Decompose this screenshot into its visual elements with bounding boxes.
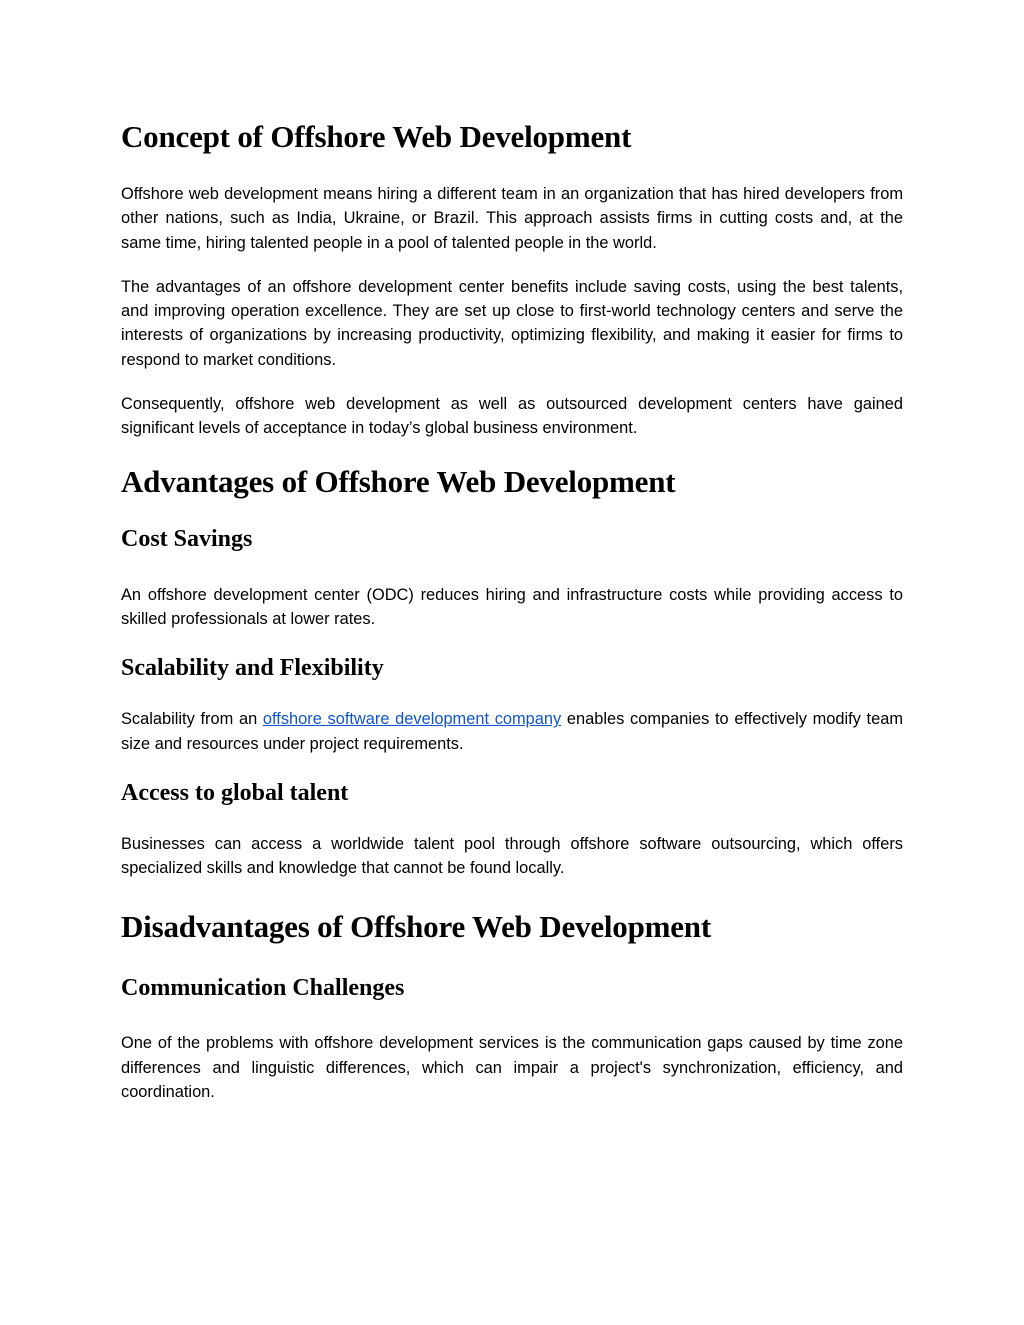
global-talent-paragraph: Businesses can access a worldwide talent pool through offshore software outsourcing, which offers specialized skills and knowledge that cannot be found locally. [121,834,903,878]
concept-paragraph-2: The advantages of an offshore development center benefits include saving costs, using the best talents, and improving operation excellence. They are set up close to first-world technology centers and serve the interests of organizations by increasing productivity, optimizing flexibility, and making it easier for firms to respond to market conditions. [121,277,903,369]
cost-savings-heading: Cost Savings [121,525,253,552]
concept-paragraph-1: Offshore web development means hiring a different team in an organization that has hired developers from other nations, such as India, Ukraine, or Brazil. This approach assists firms in cutting costs and, at the same time, hiring talented people in a pool of talented people in the world. [121,185,903,252]
concept-paragraph-3: Consequently, offshore web development as well as outsourced development centers have gained significant levels of acceptance in today’s global business environment. [121,395,903,438]
scalability-text-before: Scalability from an [121,710,263,729]
communication-paragraph: One of the problems with offshore development services is the communication gaps caused by time zone differences and linguistic differences, which can impair a project's synchronization, efficiency, and coordination. [121,1034,903,1102]
scalability-heading: Scalability and Flexibility [121,655,384,682]
global-talent-heading: Access to global talent [121,779,349,806]
cost-savings-paragraph: An offshore development center (ODC) reduces hiring and infrastructure costs while providing access to skilled professionals at lower rates. [121,585,903,628]
disadvantages-heading: Disadvantages of Offshore Web Development [121,909,711,945]
document-content [121,118,903,1104]
advantages-heading: Advantages of Offshore Web Development [121,463,676,499]
scalability-paragraph [121,707,903,756]
communication-heading: Communication Challenges [121,975,405,1002]
concept-heading: Concept of Offshore Web Development [121,119,632,154]
offshore-software-company-link[interactable]: offshore software development company [262,710,562,729]
scalability-text-after: enables companies to effectively modify team size and resources under project requirements. [121,710,903,753]
